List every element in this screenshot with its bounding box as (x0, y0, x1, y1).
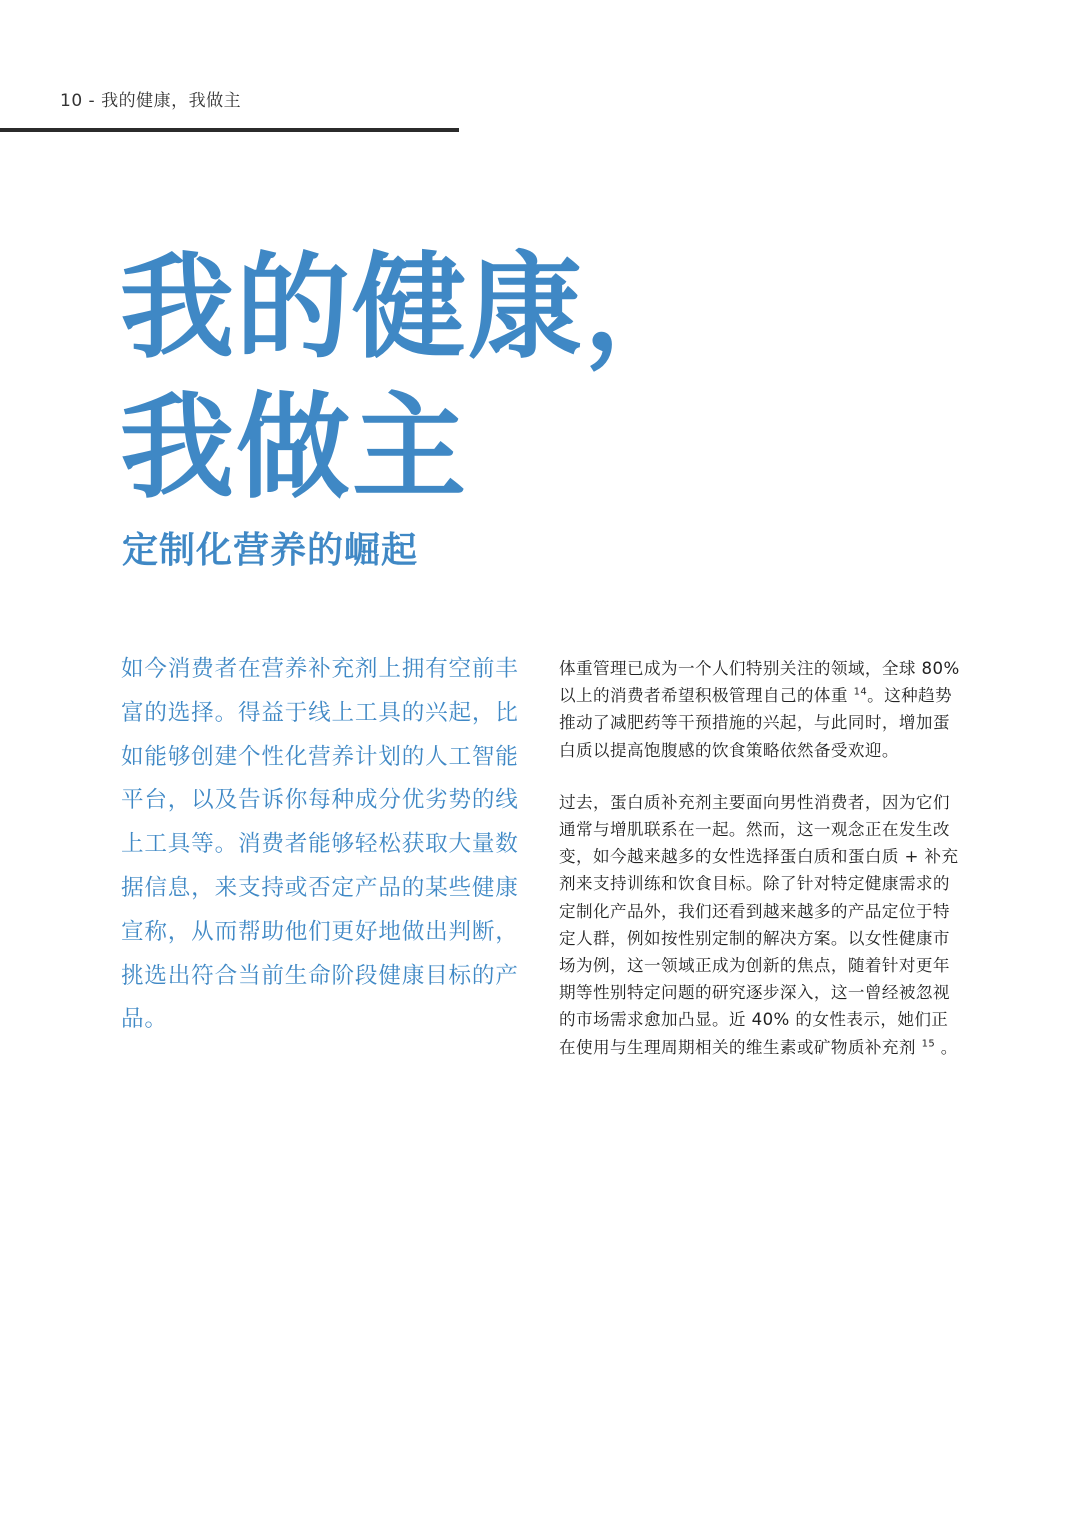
body-paragraph-2-text: 过去，蛋白质补充剂主要面向男性消费者，因为它们通常与增肌联系在一起。然而，这一观念正在发生改变，如今越来越多的女性选择蛋白质和蛋白质 + 补充剂来支持训练和饮食目标。除了针对特定健康需求的定制化产品外，我们还看到越来越多的产品定位于特定人群，例如按性别定制的解决方案。以女性健康市场为例，这一领域正成为创新的焦点，随着针对更年期等性别特定问题的研究逐步深入，这一曾经被忽视的市场需求愈加凸显。近 40% 的女性表示，她们正在使用与生理周期相关的维生素或矿物质补充剂 (559, 792, 959, 1057)
body-paragraph-1 (559, 655, 964, 764)
page-title-line-2: 我做主 (120, 381, 469, 514)
body-paragraph-1-text: 体重管理已成为一个人们特别关注的领域，全球 80% 以上的消费者希望积极管理自己的体重 (559, 659, 960, 706)
lead-paragraph: 如今消费者在营养补充剂上拥有空前丰富的选择。得益于线上工具的兴起，比如能够创建个性化营养计划的人工智能平台，以及告诉你每种成分优劣势的线上工具等。消费者能够轻松获取大量数据信息，来支持或否定产品的某些健康宣称，从而帮助他们更好地做出判断，挑选出符合当前生命阶段健康目标的产品。 (121, 656, 519, 1033)
body-column (559, 655, 964, 1086)
running-head: 10 - 我的健康，我做主 (60, 91, 242, 111)
page-title (120, 238, 700, 518)
body-paragraph-2 (559, 789, 964, 1061)
page-title-line-1: 我的健康， (120, 241, 701, 374)
body-paragraph-2-tail: 。 (940, 1037, 958, 1057)
header-rule (0, 128, 459, 132)
body-paragraph-1-tail: 。这种趋势推动了减肥药等干预措施的兴起，与此同时，增加蛋白质以提高饱腹感的饮食策略依然备受欢迎。 (559, 686, 953, 760)
page-subtitle: 定制化营养的崛起 (122, 530, 419, 571)
footnote-ref-15: 15 (921, 1038, 936, 1050)
footnote-ref-14: 14 (853, 686, 868, 698)
